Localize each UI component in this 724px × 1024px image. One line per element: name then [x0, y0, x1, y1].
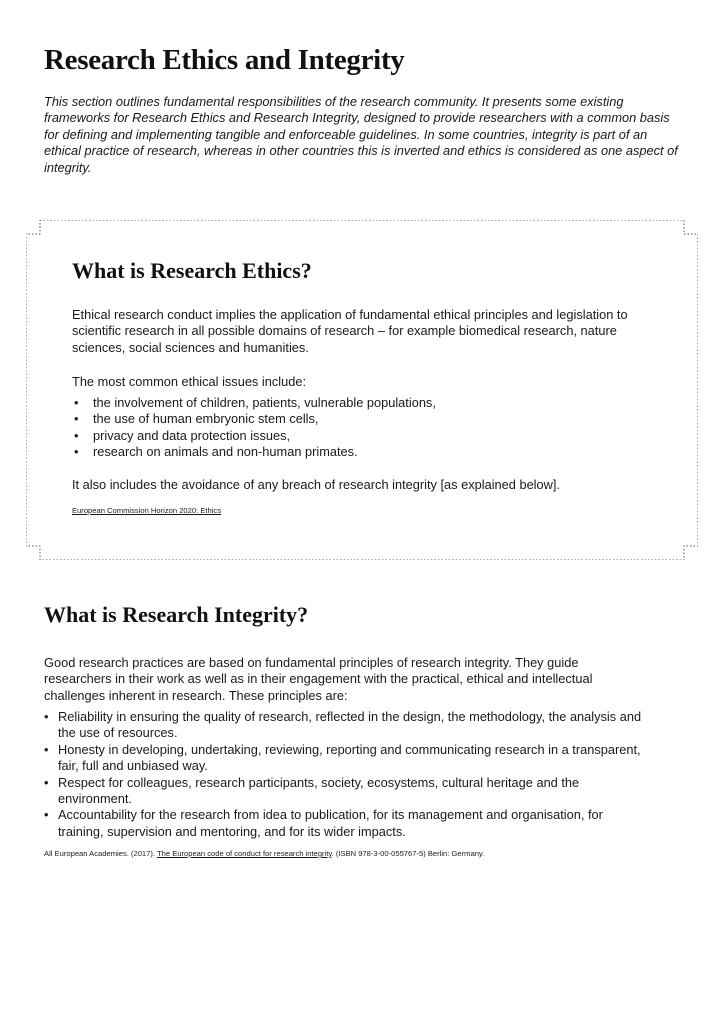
- ethics-heading: What is Research Ethics?: [72, 258, 312, 283]
- ethics-source-link[interactable]: European Commission Horizon 2020: Ethics: [72, 506, 221, 515]
- list-item: • Respect for colleagues, research participants, society, ecosystems, cultural heritage and the environment.: [44, 775, 644, 808]
- list-item: • the use of human embryonic stem cells,: [72, 411, 436, 427]
- list-item: • research on animals and non-human primates.: [72, 444, 436, 460]
- list-item: • privacy and data protection issues,: [72, 428, 436, 444]
- list-item: • Accountability for the research from idea to publication, for its management and organisation, for training, supervision and mentoring, and for its wider impacts.: [44, 807, 644, 840]
- ethics-issues-list: [72, 395, 436, 461]
- integrity-citation: [44, 849, 484, 858]
- list-item: • Reliability in ensuring the quality of research, reflected in the design, the methodology, the analysis and the use of resources.: [44, 709, 644, 742]
- list-item: • Honesty in developing, undertaking, reviewing, reporting and communicating research in a transparent, fair, full and unbiased way.: [44, 742, 644, 775]
- ethics-paragraph-2: The most common ethical issues include:: [72, 374, 306, 389]
- citation-prefix: All European Academies. (2017).: [44, 849, 157, 858]
- citation-suffix: . (ISBN 978-3-00-055767-5) Berlin: Germany.: [331, 849, 485, 858]
- integrity-principles-list: [44, 709, 644, 840]
- intro-paragraph: This section outlines fundamental responsibilities of the research community. It presents some existing frameworks for Research Ethics and Research Integrity, designed to provide researchers with a common basis for defining and implementing tangible and enforceable guidelines. In some countries, integrity is part of an ethical practice of research, whereas in other countries this is inverted and ethics is considered as one aspect of integrity.: [44, 94, 678, 175]
- page-title: Research Ethics and Integrity: [44, 44, 405, 76]
- citation-link[interactable]: The European code of conduct for research integrity: [157, 849, 332, 858]
- ethics-paragraph-3: It also includes the avoidance of any breach of research integrity [as explained below].: [72, 477, 560, 492]
- integrity-paragraph-1: Good research practices are based on fundamental principles of research integrity. They guide researchers in their work as well as in their engagement with the practical, ethical and intellectual challenges inherent in research. These principles are:: [44, 655, 593, 703]
- list-item: • the involvement of children, patients, vulnerable populations,: [72, 395, 436, 411]
- ethics-paragraph-1: Ethical research conduct implies the application of fundamental ethical principles and legislation to scientific research in all possible domains of research – for example biomedical research, nature sciences, social sciences and humanities.: [72, 307, 628, 355]
- integrity-heading: What is Research Integrity?: [44, 602, 309, 627]
